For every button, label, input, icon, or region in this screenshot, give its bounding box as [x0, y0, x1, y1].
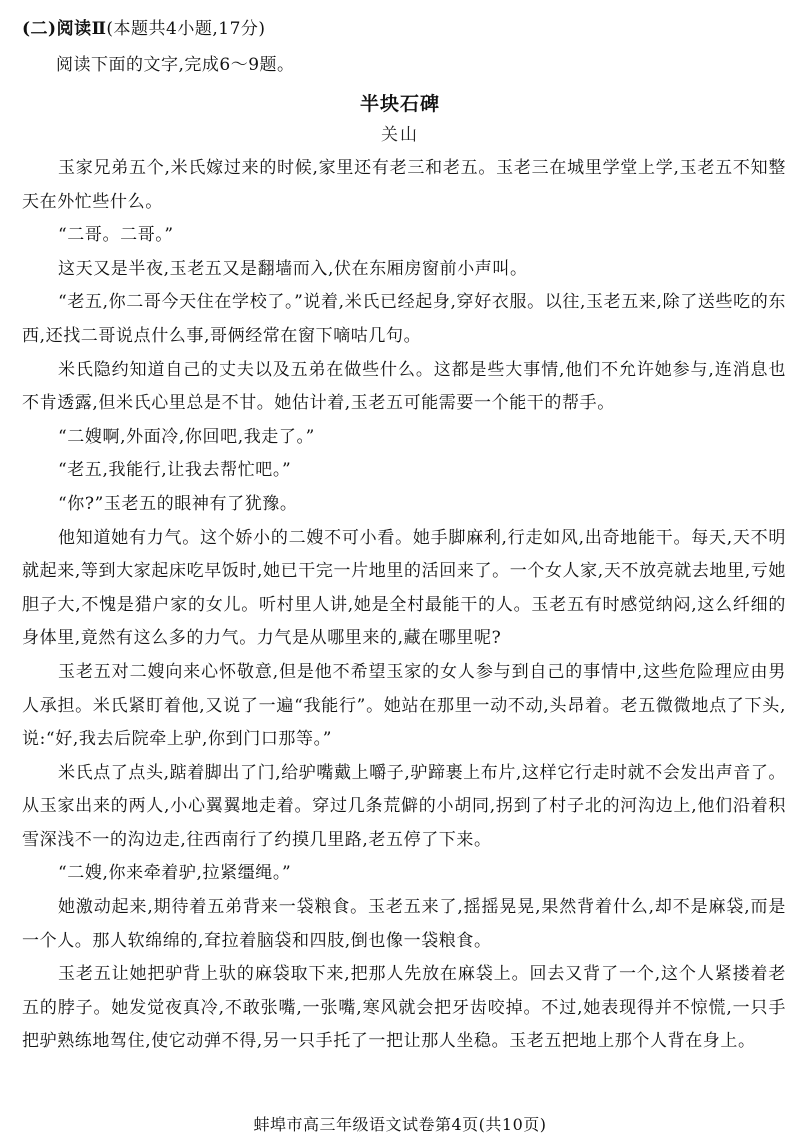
paragraph: “老五,我能行,让我去帮忙吧。” [58, 460, 292, 481]
paragraph: 这天又是半夜,玉老五又是翻墙而入,伏在东厢房窗前小声叫。 [58, 258, 528, 279]
paragraph: “老五,你二哥今天住在学校了。”说着,米氏已经起身,穿好衣服。以往,玉老五来,除了送些吃的东西,还找二哥说点什么事,哥俩经常在窗下嘀咕几句。 [22, 292, 786, 346]
reading-instruction: 阅读下面的文字,完成6～9题。 [56, 55, 295, 75]
article-title: 半块石碑 [359, 93, 440, 115]
article-body [22, 152, 786, 1059]
paragraph: “二嫂,你来牵着驴,拉紧缰绳。” [58, 863, 292, 884]
paragraph: 她激动起来,期待着五弟背来一袋粮食。玉老五来了,摇摇晃晃,果然背着什么,却不是麻袋,而是一个人。那人软绵绵的,耷拉着脑袋和四肢,倒也像一袋粮食。 [22, 897, 786, 951]
paragraph: 玉老五对二嫂向来心怀敬意,但是他不希望玉家的女人参与到自己的事情中,这些危险理应由男人承担。米氏紧盯着他,又说了一遍“我能行”。她站在那里一动不动,头昂着。老五微微地点了下头,说:“好,我去后院牵上驴,你到门口那等。” [22, 661, 786, 750]
paragraph: “你?”玉老五的眼神有了犹豫。 [58, 493, 298, 514]
paragraph: 他知道她有力气。这个娇小的二嫂不可小看。她手脚麻利,行走如风,出奇地能干。每天,天不明就起来,等到大家起床吃早饭时,她已干完一片地里的活回来了。一个女人家,天不放亮就去地里,亏她胆子大,不愧是猎户家的女儿。听村里人讲,她是全村最能干的人。玉老五有时感觉纳闷,这么纤细的身体里,竟然有这么多的力气。力气是从哪里来的,藏在哪里呢? [22, 527, 786, 649]
paragraph: 米氏隐约知道自己的丈夫以及五弟在做些什么。这都是些大事情,他们不允许她参与,连消息也不肯透露,但米氏心里总是不甘。她估计着,玉老五可能需要一个能干的帮手。 [22, 359, 786, 414]
paragraph: 米氏点了点头,踮着脚出了门,给驴嘴戴上嚼子,驴蹄裹上布片,这样它行走时就不会发出声音了。从玉家出来的两人,小心翼翼地走着。穿过几条荒僻的小胡同,拐到了村子北的河沟边上,他们沿着积雪深浅不一的沟边走,往西南行了约摸几里路,老五停了下来。 [22, 762, 787, 850]
article-author: 关山 [381, 125, 419, 145]
paragraph: “二嫂啊,外面冷,你回吧,我走了。” [58, 426, 315, 447]
page-footer: 蚌埠市高三年级语文试卷第4页(共10页) [253, 1115, 547, 1134]
paragraph: 玉老五让她把驴背上驮的麻袋取下来,把那人先放在麻袋上。回去又背了一个,这个人紧搂着老五的脖子。她发觉夜真冷,不敢张嘴,一张嘴,寒风就会把牙齿咬掉。不过,她表现得并不惊慌,一只手把驴熟练地驾住,使它动弹不得,另一只手托了一把让那人坐稳。玉老五把地上那个人背在身上。 [22, 964, 786, 1052]
section-heading [22, 14, 266, 39]
paragraph: 玉家兄弟五个,米氏嫁过来的时候,家里还有老三和老五。玉老三在城里学堂上学,玉老五不知整天在外忙些什么。 [22, 158, 786, 212]
section-detail: (本题共4小题,17分) [106, 19, 266, 39]
section-label: (二)阅读Ⅱ [22, 19, 107, 39]
paragraph: “二哥。二哥。” [58, 225, 174, 246]
